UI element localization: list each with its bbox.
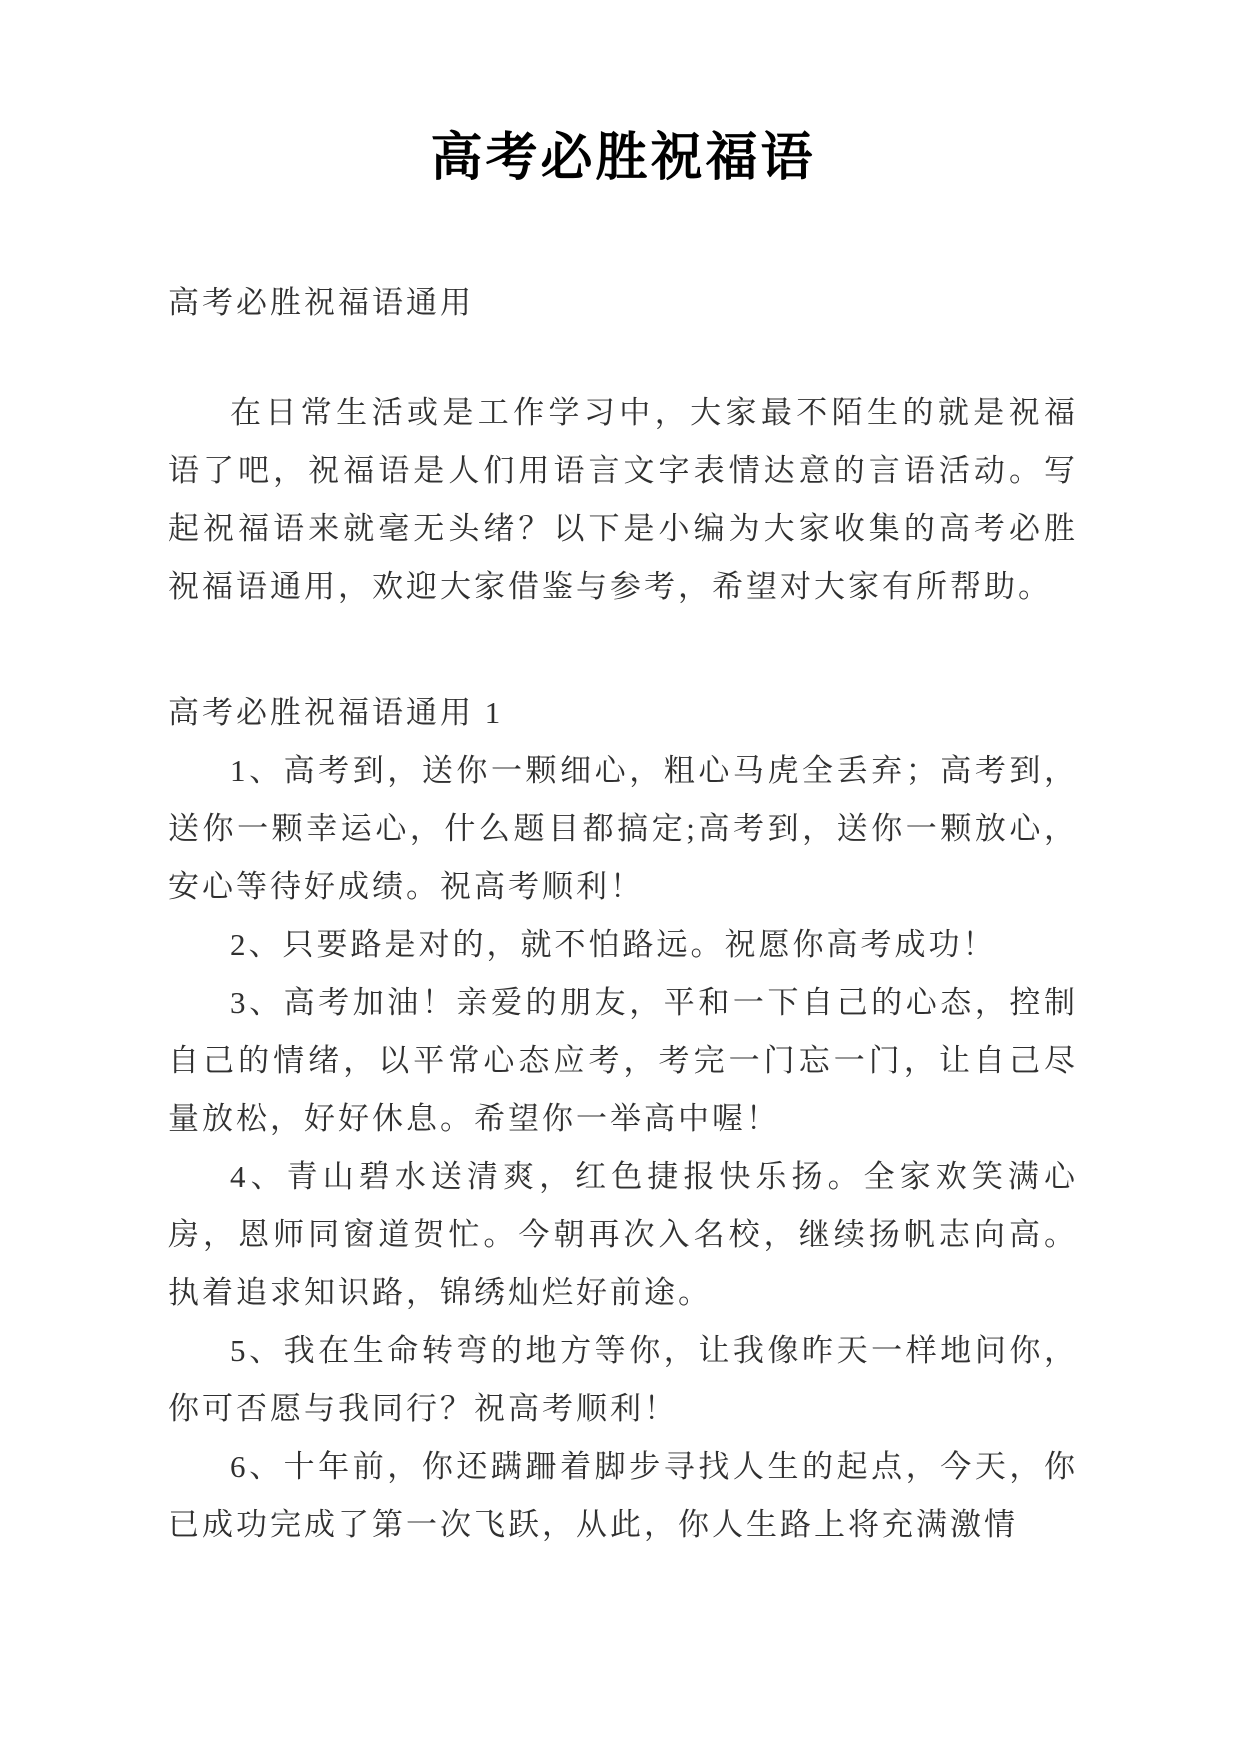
document-subtitle: 高考必胜祝福语通用 [168, 285, 474, 320]
document-title: 高考必胜祝福语 [430, 130, 816, 187]
intro-paragraph: 在日常生活或是工作学习中，大家最不陌生的就是祝福语了吧，祝福语是人们用语言文字表情达意的言语活动。写起祝福语来就毫无头绪？以下是小编为大家收集的高考必胜祝福语通用，欢迎大家借鉴与参考，希望对大家有所帮助。 [168, 395, 1078, 604]
document-content [168, 0, 1078, 1554]
blessing-item: 6、十年前，你还蹒跚着脚步寻找人生的起点，今天，你已成功完成了第一次飞跃，从此，你人生路上将充满激情 [168, 1449, 1078, 1542]
blessing-item: 4、青山碧水送清爽，红色捷报快乐扬。全家欢笑满心房，恩师同窗道贺忙。今朝再次入名校，继续扬帆志向高。执着追求知识路，锦绣灿烂好前途。 [168, 1159, 1078, 1310]
blessing-item: 1、高考到，送你一颗细心，粗心马虎全丢弃；高考到，送你一颗幸运心，什么题目都搞定;高考到，送你一颗放心，安心等待好成绩。祝高考顺利！ [168, 753, 1078, 904]
section-heading: 高考必胜祝福语通用 1 [168, 695, 504, 730]
blessing-item: 3、高考加油！亲爱的朋友，平和一下自己的心态，控制自己的情绪，以平常心态应考，考完一门忘一门，让自己尽量放松，好好休息。希望你一举高中喔！ [168, 985, 1078, 1136]
blessing-item: 5、我在生命转弯的地方等你，让我像昨天一样地问你，你可否愿与我同行？祝高考顺利！ [168, 1333, 1078, 1426]
blessing-item: 2、只要路是对的，就不怕路远。祝愿你高考成功！ [230, 927, 997, 962]
blessing-list [168, 742, 1078, 1554]
